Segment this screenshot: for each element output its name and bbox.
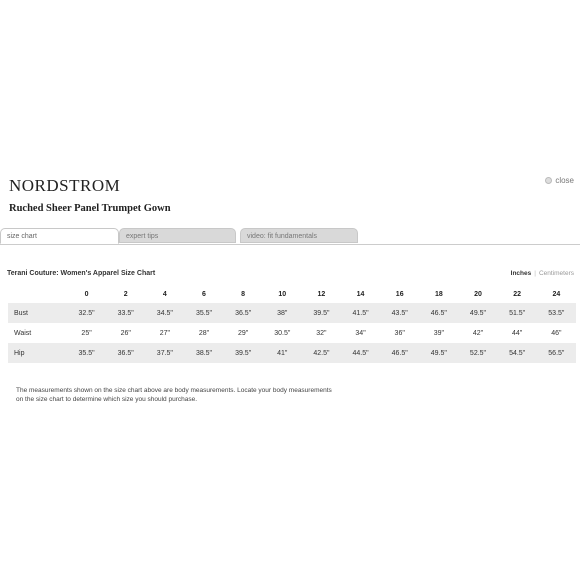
table-cell: 36.5"	[224, 303, 263, 323]
table-cell: 27"	[159, 329, 170, 337]
table-cell: 54.5"	[498, 343, 537, 363]
table-cell: 53.5"	[537, 303, 576, 323]
size-header-blank	[8, 285, 67, 303]
table-cell: 30.5"	[274, 329, 291, 337]
size-header-cell: 0	[84, 290, 89, 298]
table-cell: 39.5"	[302, 303, 341, 323]
table-cell: 26"	[120, 329, 131, 337]
brand-logo: NORDSTROM	[9, 176, 121, 195]
tab-video-fit-fundamentals[interactable]: video: fit fundamentals	[240, 228, 358, 243]
table-cell: 42.5"	[302, 343, 341, 363]
table-cell: 39"	[433, 329, 444, 337]
tab-bar	[0, 228, 580, 245]
size-header-cell: 8	[241, 290, 246, 298]
size-table	[8, 285, 576, 363]
table-cell: 28"	[198, 329, 210, 337]
close-icon	[545, 177, 552, 184]
size-header-cell: 14	[356, 290, 365, 298]
size-header-cell: 4	[162, 290, 167, 298]
size-header-cell: 12	[317, 290, 326, 298]
table-cell: 25"	[81, 329, 92, 337]
size-chart-title: Terani Couture: Women's Apparel Size Chart	[7, 270, 156, 277]
size-header-cell: 24	[552, 290, 561, 298]
table-cell: 34"	[355, 329, 366, 337]
table-cell: 44"	[511, 329, 523, 337]
size-header-cell: 22	[513, 290, 522, 298]
table-cell: 46.5"	[419, 303, 458, 323]
size-header-cell: 18	[434, 290, 443, 298]
table-cell: 36.5"	[106, 343, 145, 363]
table-cell: 32.5"	[67, 303, 106, 323]
table-cell: 35.5"	[67, 343, 106, 363]
table-cell: 33.5"	[106, 303, 145, 323]
table-row-bust	[8, 303, 576, 323]
table-cell: 42"	[472, 329, 484, 337]
table-cell: 29"	[237, 329, 249, 337]
table-cell: 49.5"	[458, 303, 497, 323]
table-cell: 39.5"	[224, 343, 263, 363]
size-header-cell: 6	[202, 290, 206, 298]
table-cell: 46.5"	[380, 343, 419, 363]
table-cell: 46"	[551, 329, 562, 337]
unit-separator: |	[534, 270, 536, 277]
table-row-waist	[8, 323, 576, 343]
table-cell: 38.5"	[184, 343, 223, 363]
table-cell: 51.5"	[498, 303, 537, 323]
size-header-cell: 16	[395, 290, 404, 298]
table-cell: 41.5"	[341, 303, 380, 323]
row-label: Waist	[14, 329, 32, 337]
close-button[interactable]	[545, 176, 574, 185]
size-header-row	[8, 285, 576, 303]
product-title: Ruched Sheer Panel Trumpet Gown	[9, 203, 171, 214]
table-cell: 52.5"	[458, 343, 497, 363]
table-cell: 43.5"	[380, 303, 419, 323]
table-cell: 37.5"	[145, 343, 184, 363]
unit-centimeters-option[interactable]: Centimeters	[538, 270, 574, 277]
table-cell: 56.5"	[537, 343, 576, 363]
size-header-cell: 10	[278, 290, 287, 298]
measurement-note: The measurements shown on the size chart above are body measurements. Locate your body measurements on the size chart to determine which size you should purchase.	[16, 387, 332, 403]
table-cell: 38"	[263, 303, 302, 323]
size-header-cell: 20	[474, 290, 482, 298]
size-header-cell: 2	[123, 290, 128, 298]
unit-toggle	[511, 270, 574, 277]
table-cell: 34.5"	[145, 303, 184, 323]
table-cell: 32"	[316, 329, 327, 337]
table-cell: 44.5"	[341, 343, 380, 363]
close-label: close	[555, 176, 574, 185]
unit-inches-option[interactable]: Inches	[510, 270, 532, 277]
tab-expert-tips[interactable]: expert tips	[119, 228, 236, 243]
table-cell: 49.5"	[419, 343, 458, 363]
row-label: Bust	[8, 303, 67, 323]
table-cell: 41"	[263, 343, 302, 363]
tab-size-chart[interactable]: size chart	[0, 228, 119, 244]
table-cell: 35.5"	[184, 303, 223, 323]
table-row-hip	[8, 343, 576, 363]
row-label: Hip	[8, 343, 67, 363]
table-cell: 36"	[394, 329, 405, 337]
